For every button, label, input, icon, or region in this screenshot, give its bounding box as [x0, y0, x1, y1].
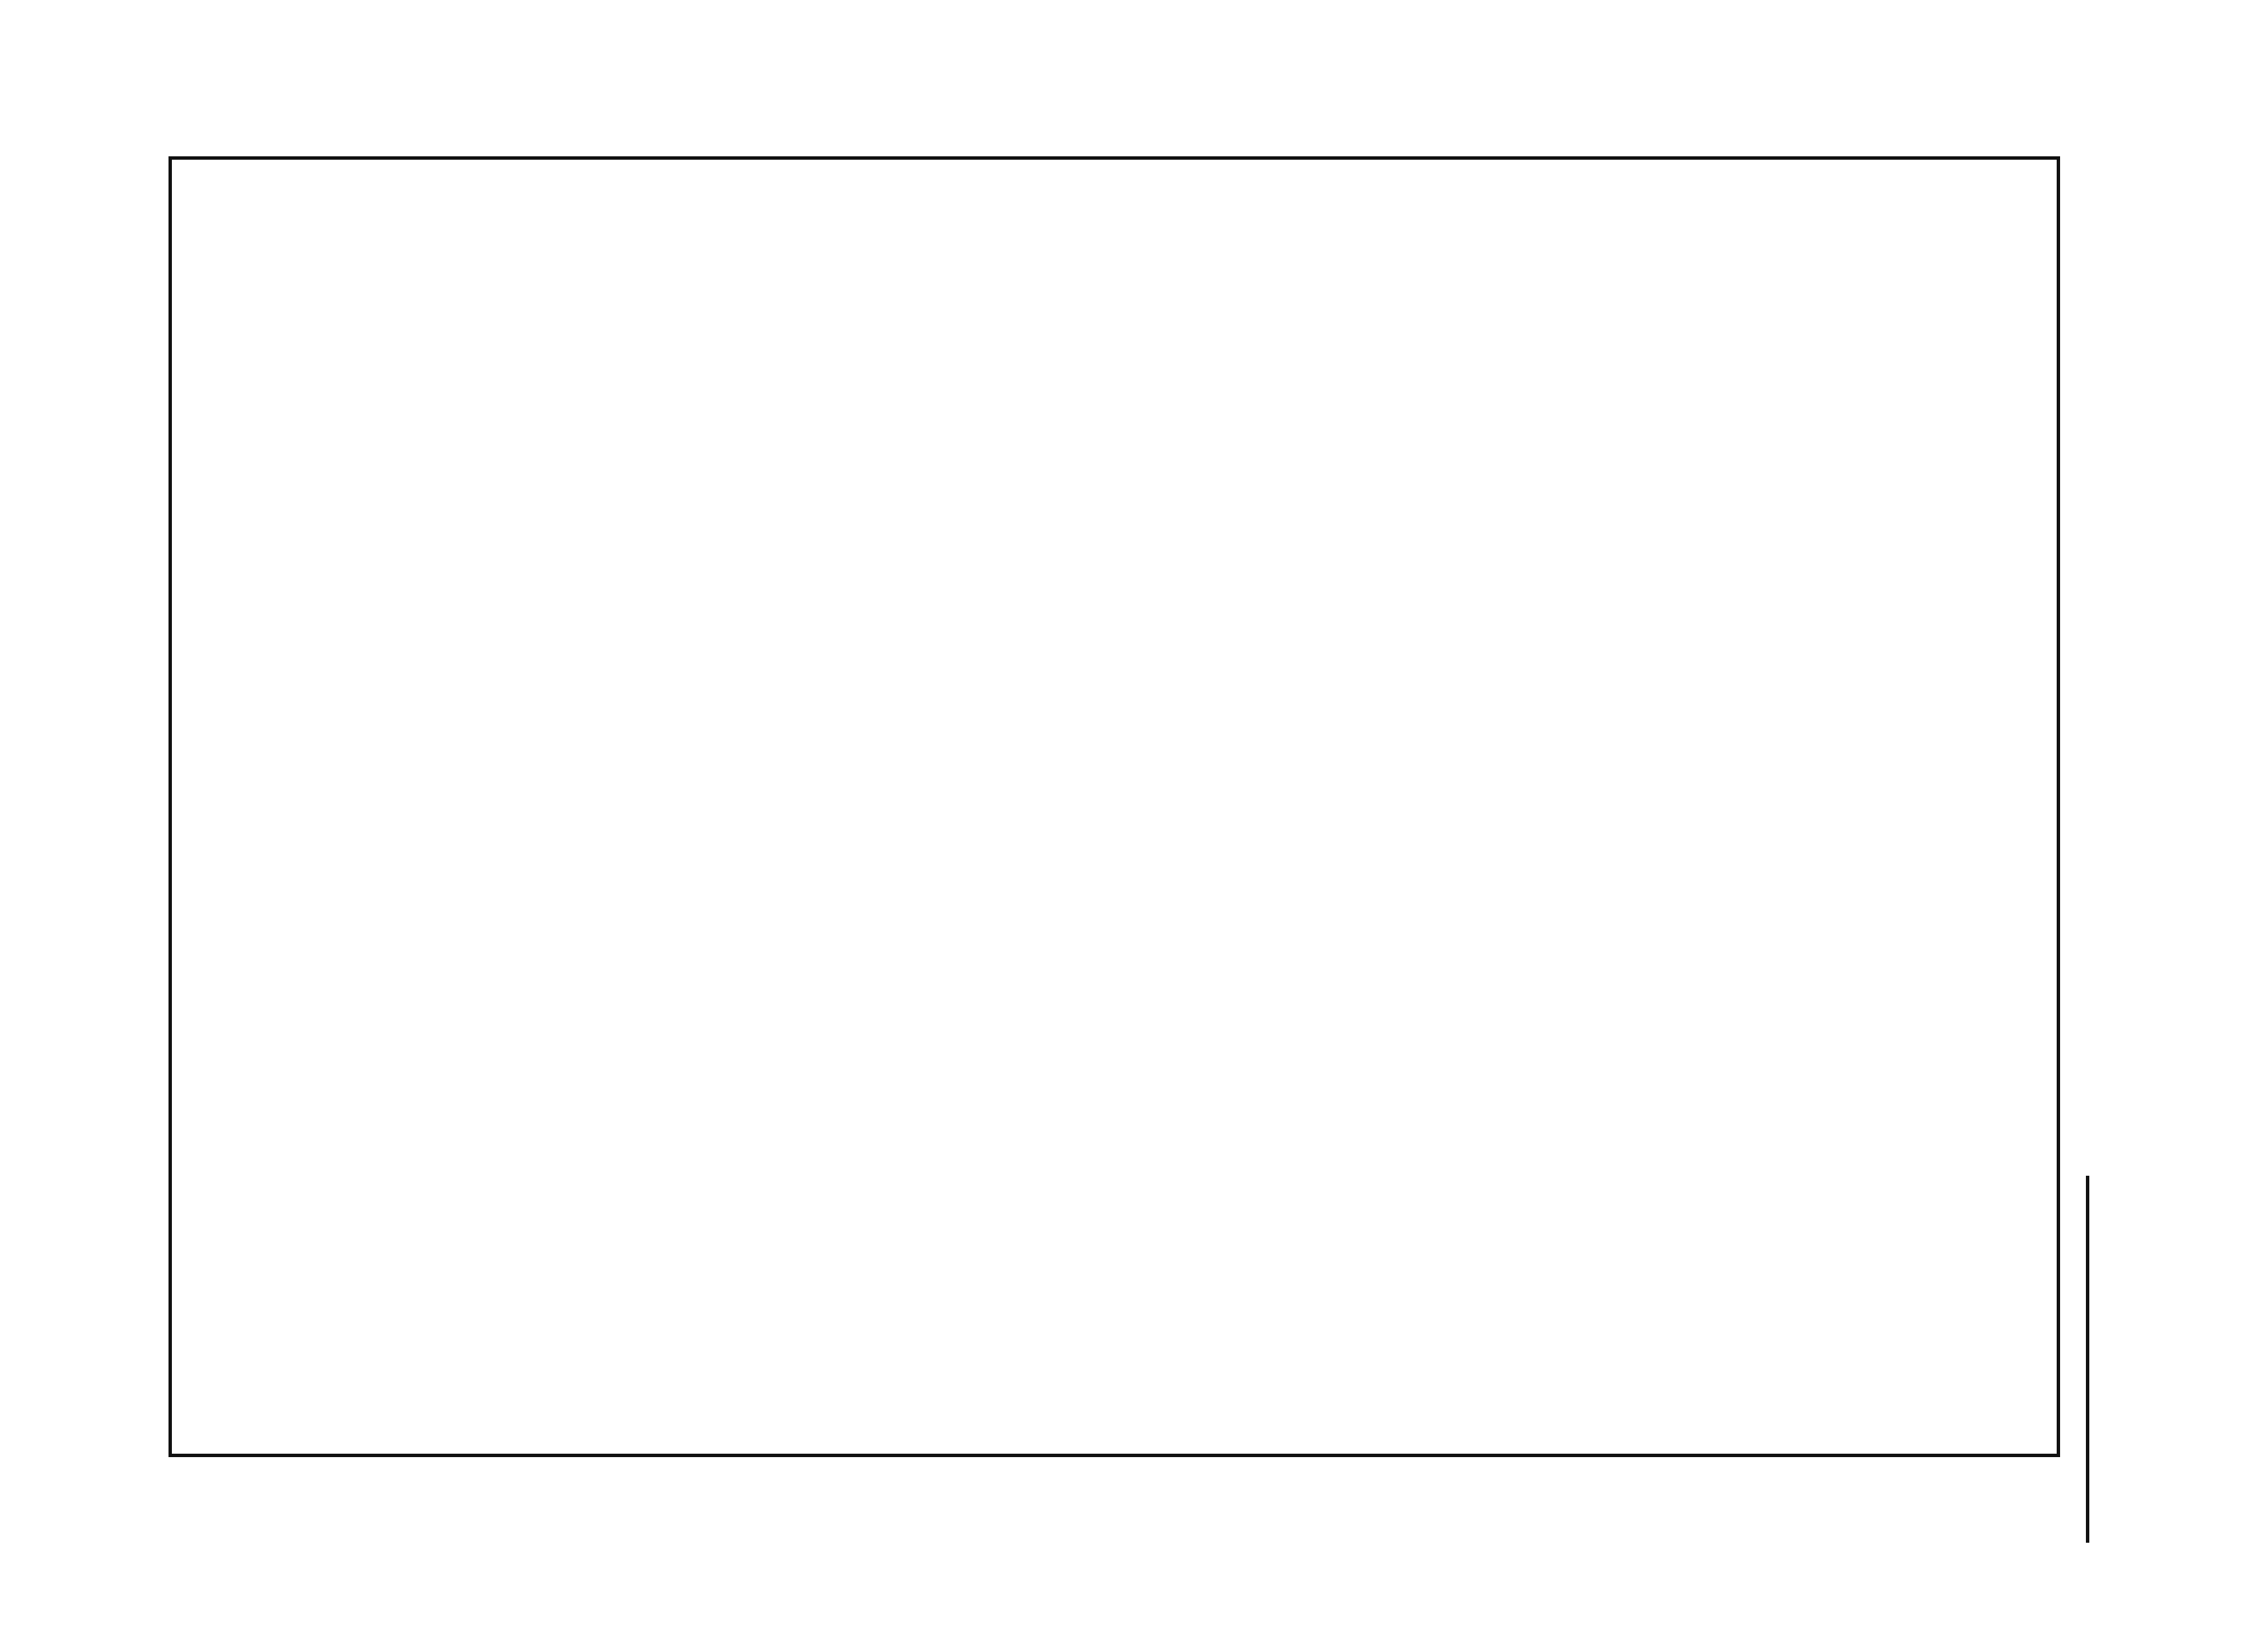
side-standard — [2099, 1183, 2133, 1214]
side-rule — [2086, 1176, 2089, 1543]
spec-frame — [169, 156, 2060, 1457]
